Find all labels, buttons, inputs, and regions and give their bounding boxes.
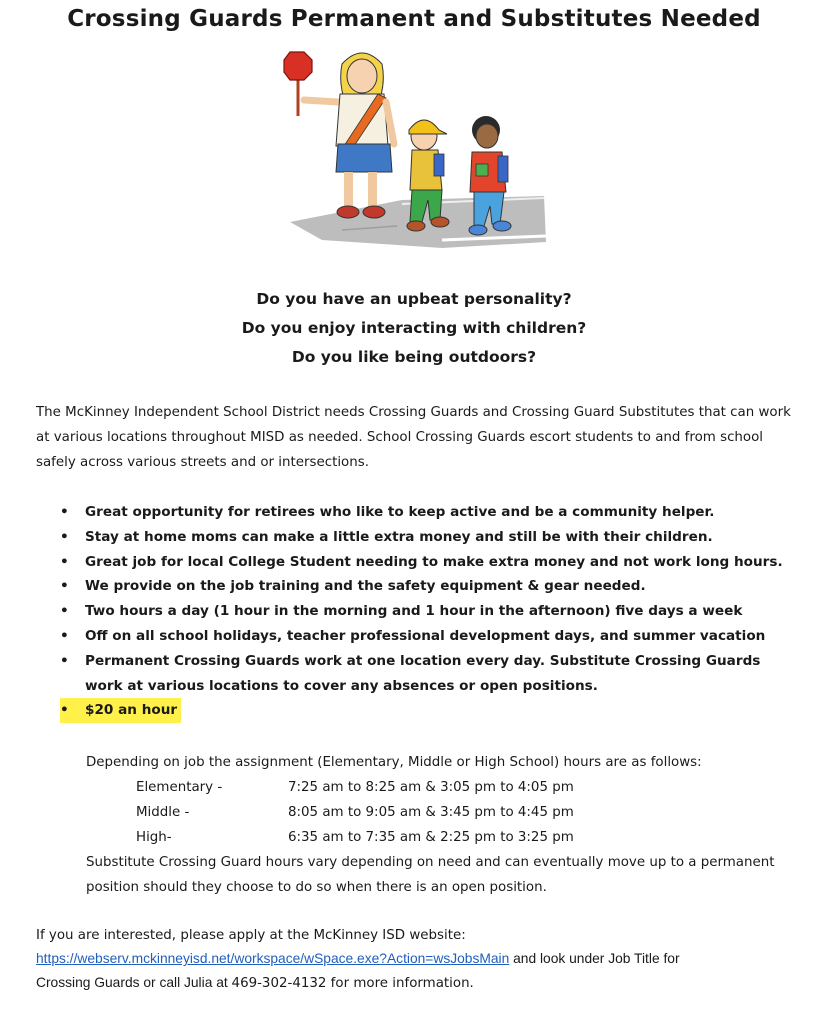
- benefit-item: • Two hours a day (1 hour in the morning and 1 hour in the afternoon) five days a week: [60, 599, 800, 624]
- crossing-guard-illustration: [282, 44, 550, 256]
- call-line: [36, 971, 816, 995]
- question-1: Do you have an upbeat personality?: [256, 290, 572, 308]
- phone-number: 469-302-4132: [231, 976, 327, 991]
- benefits-list: [60, 500, 800, 723]
- hours-level: High-: [136, 830, 172, 845]
- hours-row-high: [86, 825, 786, 850]
- hours-time: 8:05 am to 9:05 am & 3:45 pm to 4:45 pm: [288, 805, 574, 820]
- apply-link-line: [36, 947, 816, 971]
- hours-level: Elementary -: [136, 780, 223, 795]
- question-2: Do you enjoy interacting with children?: [241, 319, 587, 337]
- benefit-item: • Off on all school holidays, teacher professional development days, and summer vacation: [60, 624, 800, 649]
- benefit-item: • Stay at home moms can make a little extra money and still be with their children.: [60, 525, 800, 550]
- intro-paragraph: The McKinney Independent School District needs Crossing Guards and Crossing Guard Substitutes that can work at various locations throughout MISD as needed. School Crossing Guards escort students to and from school safely across various streets and or intersections.: [36, 405, 791, 470]
- call-text-b: for more information.: [326, 976, 474, 991]
- hours-row-middle: [86, 800, 786, 825]
- hours-time: 6:35 am to 7:35 am & 2:25 pm to 3:25 pm: [288, 830, 574, 845]
- page-title: Crossing Guards Permanent and Substitutes Needed: [67, 6, 761, 32]
- benefit-item: • Great job for local College Student needing to make extra money and not work long hours.: [60, 550, 800, 575]
- hours-level: Middle -: [136, 805, 190, 820]
- pay-rate-item: • $20 an hour: [60, 698, 181, 723]
- call-text-a: Crossing Guards or call Julia at: [36, 975, 232, 990]
- substitute-note: Substitute Crossing Guard hours vary depending on need and can eventually move up to a permanent position should they choose to do so when there is an open position.: [86, 855, 775, 895]
- benefit-item: • Great opportunity for retirees who like to keep active and be a community helper.: [60, 500, 800, 525]
- hours-section: [86, 750, 786, 900]
- benefit-item: • We provide on the job training and the safety equipment & gear needed.: [60, 574, 800, 599]
- hours-intro: Depending on job the assignment (Elementary, Middle or High School) hours are as follows:: [86, 755, 702, 770]
- link-trailing-text: and look under Job Title for: [509, 951, 680, 966]
- benefit-item: • Permanent Crossing Guards work at one location every day. Substitute Crossing Guards work at various locations to cover any absences or open positions.: [60, 649, 800, 699]
- question-3: Do you like being outdoors?: [291, 348, 537, 366]
- stop-sign-icon: [284, 52, 312, 116]
- crossing-guard-figure: [304, 53, 394, 218]
- question-list: [0, 285, 828, 372]
- jobs-link[interactable]: https://webserv.mckinneyisd.net/workspace/wSpace.exe?Action=wsJobsMain: [36, 951, 510, 966]
- hours-time: 7:25 am to 8:25 am & 3:05 pm to 4:05 pm: [288, 780, 574, 795]
- apply-line: If you are interested, please apply at the McKinney ISD website:: [36, 928, 466, 943]
- contact-section: [36, 924, 816, 995]
- hours-row-elementary: [86, 775, 786, 800]
